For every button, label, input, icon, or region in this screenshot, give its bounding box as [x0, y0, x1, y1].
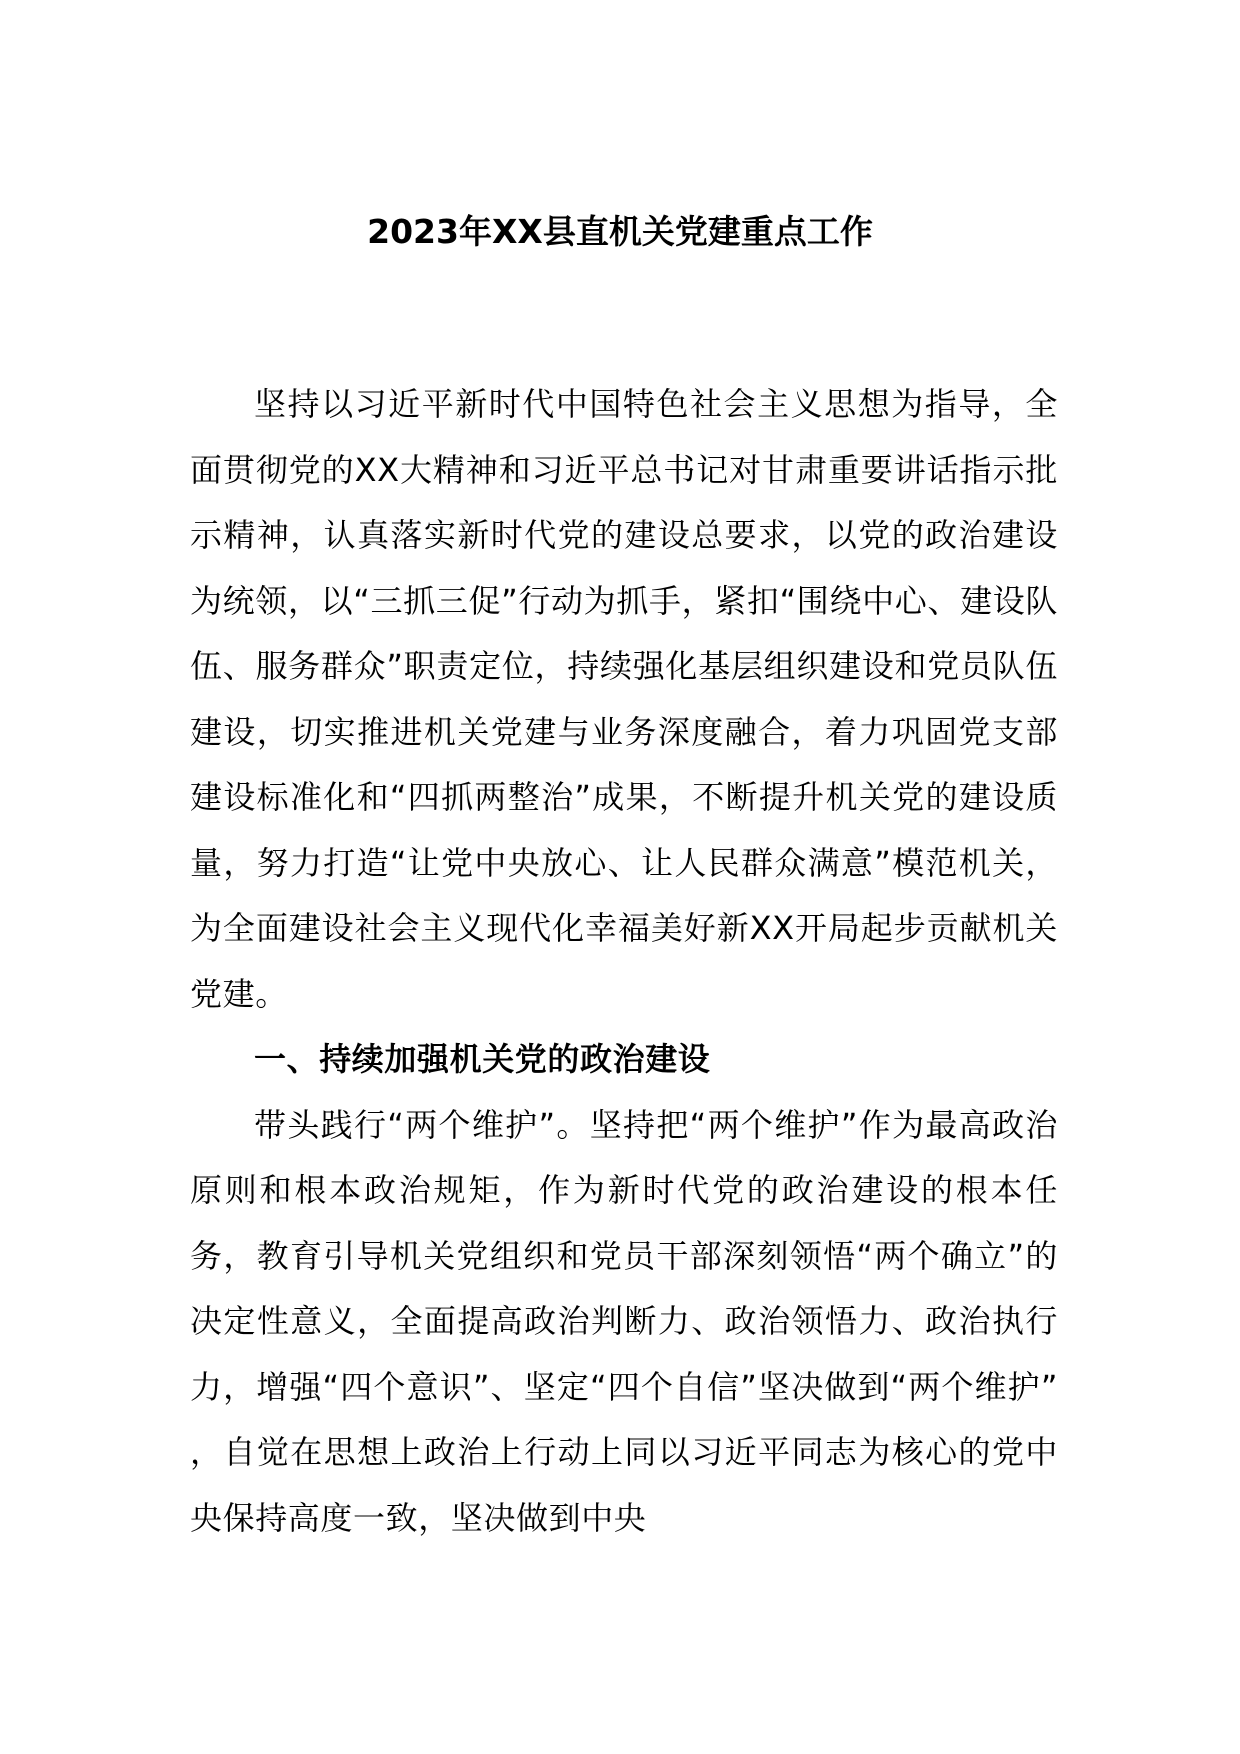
- section-heading: 一、持续加强机关党的政治建设: [254, 1040, 711, 1078]
- document-body: [190, 372, 1058, 1551]
- intro-paragraph: 坚持以习近平新时代中国特色社会主义思想为指导，全面贯彻党的XX大精神和习近平总书记对甘肃重要讲话指示批示精神，认真落实新时代党的建设总要求，以党的政治建设为统领，以“三抓三促”行动为抓手，紧扣“围绕中心、建设队伍、服务群众”职责定位，持续强化基层组织建设和党员队伍建设，切实推进机关党建与业务深度融合，着力巩固党支部建设标准化和“四抓两整治”成果，不断提升机关党的建设质量，努力打造“让党中央放心、让人民群众满意”模范机关，为全面建设社会主义现代化幸福美好新XX开局起步贡献机关党建。: [190, 385, 1058, 1013]
- document-title: 2023年XX县直机关党建重点工作: [367, 212, 873, 251]
- section-paragraph: 带头践行“两个维护”。坚持把“两个维护”作为最高政治原则和根本政治规矩，作为新时代党的政治建设的根本任务，教育引导机关党组织和党员干部深刻领悟“两个确立”的决定性意义，全面提高政治判断力、政治领悟力、政治执行力，增强“四个意识”、坚定“四个自信”坚决做到“两个维护” ，自觉在思想上政治上行动上同以习近平同志为核心的党中央保持高度一致，坚决做到中央: [190, 1105, 1058, 1537]
